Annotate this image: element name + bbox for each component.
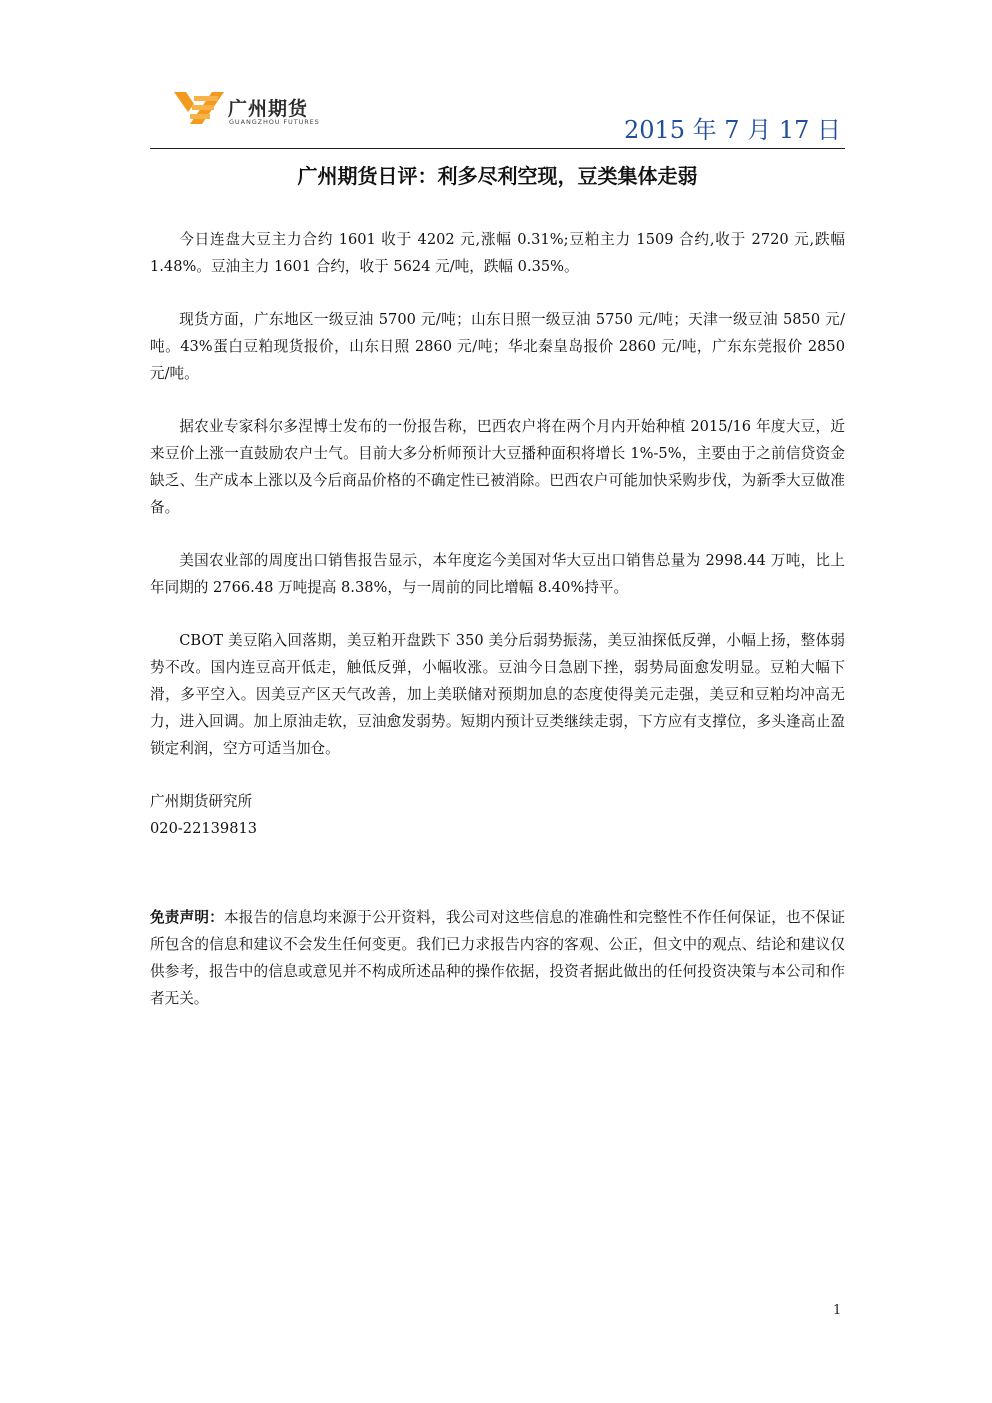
company-logo (172, 88, 352, 132)
paragraph-brazil-planting: 据农业专家科尔多涅博士发布的一份报告称，巴西农户将在两个月内开始种植 2015/16 年度大豆，近来豆价上涨一直鼓励农户士气。目前大多分析师预计大豆播种面积将增长 1%-5%，主要由于之前信贷资金缺乏、生产成本上涨以及今后商品价格的不确定性已被消除。巴西农户可能加快采购步伐，为新季大豆做准备。 (150, 418, 845, 516)
signature-phone: 020-22139813 (150, 820, 258, 837)
paragraph-market-close: 今日连盘大豆主力合约 1601 收于 4202 元,涨幅 0.31%;豆粕主力 1509 合约,收于 2720 元,跌幅 1.48%。豆油主力 1601 合约，收于 5624 元/吨，跌幅 0.35%。 (150, 231, 845, 275)
paragraph-spot-prices: 现货方面，广东地区一级豆油 5700 元/吨；山东日照一级豆油 5750 元/吨；天津一级豆油 5850 元/吨。43%蛋白豆粕现货报价，山东日照 2860 元/吨；华北秦皇岛报价 2860 元/吨，广东东莞报价 2850 元/吨。 (150, 311, 845, 382)
report-body (150, 226, 845, 1012)
disclaimer-text: 本报告的信息均来源于公开资料，我公司对这些信息的准确性和完整性不作任何保证，也不保证所包含的信息和建议不会发生任何变更。我们已力求报告内容的客观、公正，但文中的观点、结论和建议仅供参考，报告中的信息或意见并不构成所述品种的操作依据，投资者据此做出的任何投资决策与本公司和作者无关。 (150, 909, 845, 1007)
disclaimer-label: 免责声明： (150, 909, 224, 926)
disclaimer (150, 904, 845, 1012)
signature-org: 广州期货研究所 (150, 793, 253, 810)
paragraph-market-outlook: CBOT 美豆陷入回落期，美豆粕开盘跌下 350 美分后弱势振荡，美豆油探低反弹，小幅上扬，整体弱势不改。国内连豆高开低走，触低反弹，小幅收涨。豆油今日急剧下挫，弱势局面愈发明显。豆粕大幅下滑，多平空入。因美豆产区天气改善，加上美联储对预期加息的态度使得美元走强，美豆和豆粕均冲高无力，进入回调。加上原油走软，豆油愈发弱势。短期内预计豆类继续走弱，下方应有支撑位，多头逢高止盈锁定利润，空方可适当加仓。 (150, 632, 845, 757)
page-number: 1 (833, 1303, 842, 1318)
guangzhou-futures-logo-icon (172, 88, 224, 128)
page-header (150, 82, 845, 149)
logo-chinese-name: 广州期货 (228, 98, 309, 120)
report-title: 广州期货日评：利多尽利空现，豆类集体走弱 (297, 164, 698, 188)
report-date: 2015 年 7 月 17 日 (623, 116, 841, 144)
paragraph-usda-export: 美国农业部的周度出口销售报告显示，本年度迄今美国对华大豆出口销售总量为 2998.44 万吨，比上年同期的 2766.48 万吨提高 8.38%，与一周前的同比增幅 8.40%持平。 (150, 552, 845, 596)
logo-english-name: GUANGZHOU FUTURES (229, 118, 320, 126)
signature-block (150, 788, 845, 842)
